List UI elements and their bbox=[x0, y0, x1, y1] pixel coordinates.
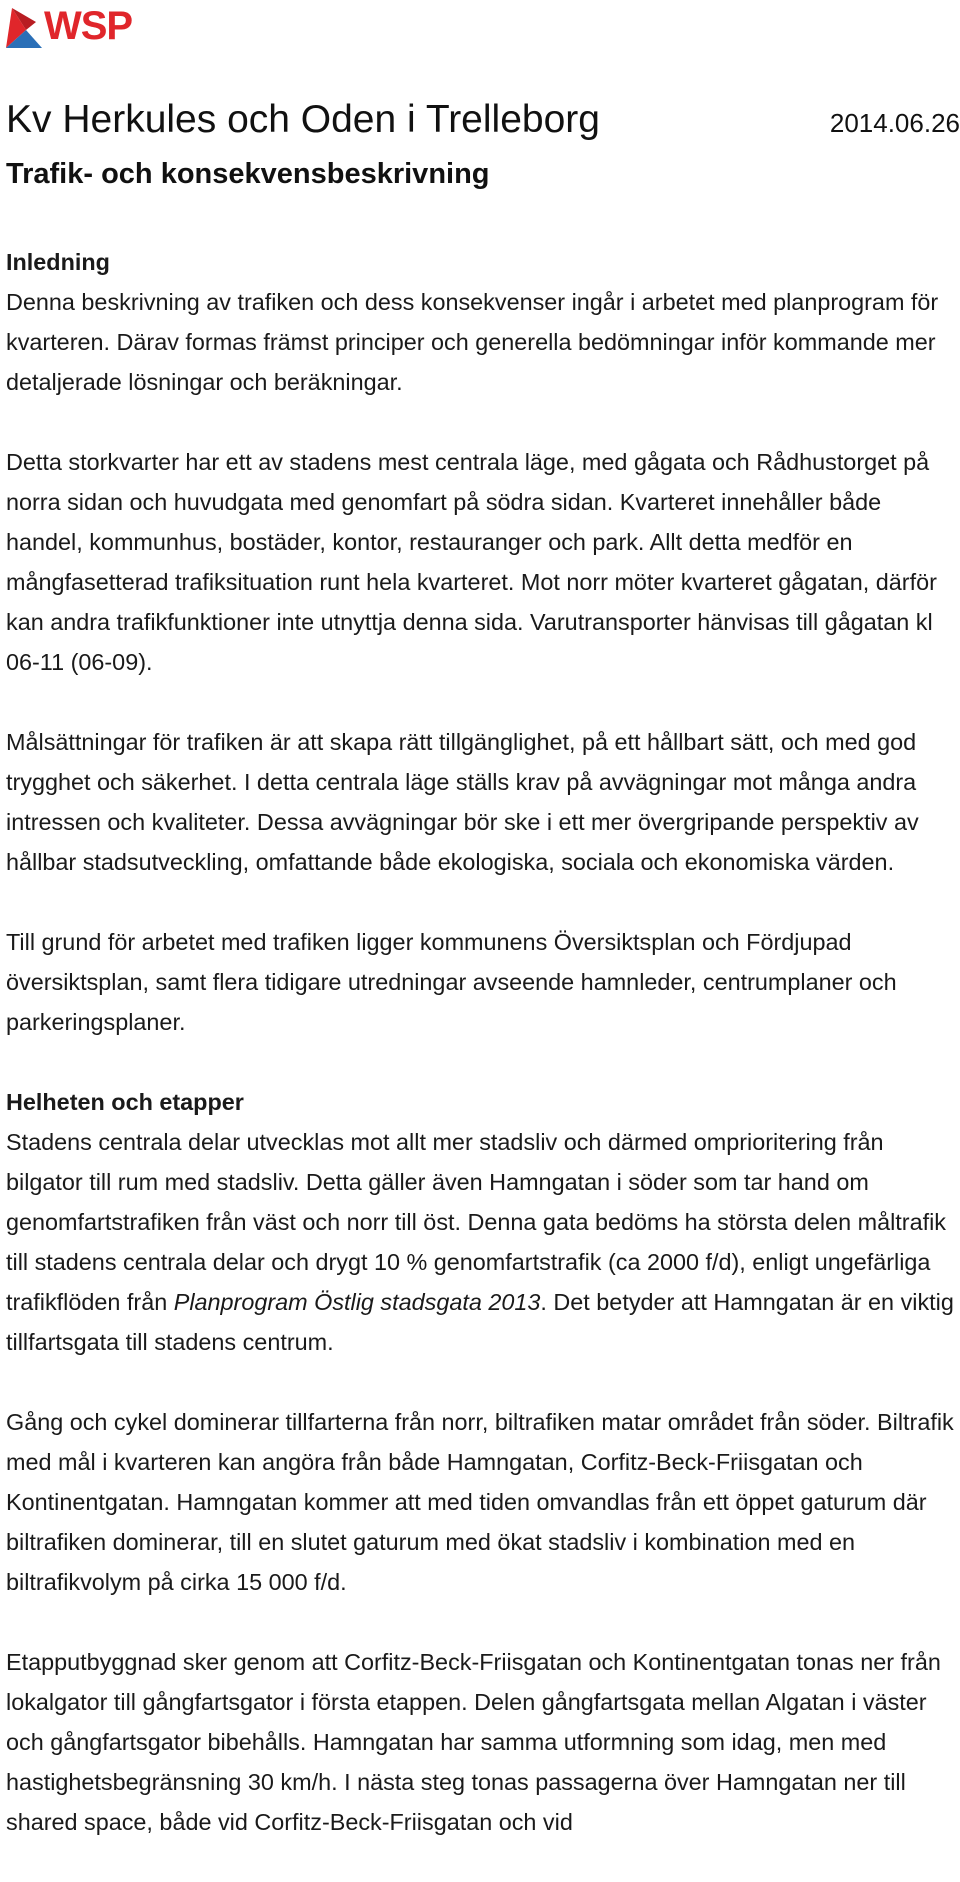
paragraph: Målsättningar för trafiken är att skapa rätt tillgänglighet, på ett hållbart sätt, och med god trygghet och säkerhet. I detta centrala läge ställs krav på avvägningar mot många andra intressen och kvaliteter. Dessa avvägningar bör ske i ett mer övergripande perspektiv av hållbar stadsutveckling, omfattande både ekologiska, sociala och ekonomiska värden. bbox=[6, 729, 919, 875]
document-body bbox=[6, 242, 956, 1882]
logo-text: WSP bbox=[44, 4, 133, 48]
paragraph: Etapputbyggnad sker genom att Corfitz-Beck-Friisgatan och Kontinentgatan tonas ner från lokalgator till gångfartsgator i första etappen. Delen gångfartsgata mellan Algatan i väster och gångfartsgator bibehålls. Hamngatan har samma utformning som idag, men med hastighetsbegränsning 30 km/h. I nästa steg tonas passagerna över Hamngatan ner till shared space, både vid Corfitz-Beck-Friisgatan och vid bbox=[6, 1649, 941, 1835]
wsp-logo bbox=[6, 2, 132, 50]
document-reference: Planprogram Östlig stadsgata 2013 bbox=[173, 1289, 541, 1315]
section-heading-whole: Helheten och etapper bbox=[6, 1089, 244, 1115]
document-date: 2014.06.26 bbox=[829, 108, 960, 138]
document-title: Kv Herkules och Oden i Trelleborg bbox=[6, 98, 600, 141]
paragraph-text: Stadens centrala delar utvecklas mot allt mer stadsliv och därmed omprioritering från bilgator till rum med stadsliv. Detta gäller även Hamngatan i söder som tar hand om genomfartstrafiken från väst och norr till öst. Denna gata bedöms ha största delen måltrafik till stadens centrala delar och drygt 10 % genomfartstrafik (ca 2000 f/d), enligt ungefärliga trafikflöden från bbox=[6, 1129, 946, 1315]
paragraph: Till grund för arbetet med trafiken ligger kommunens Översiktsplan och Fördjupad översiktsplan, samt flera tidigare utredningar avseende hamnleder, centrumplaner och parkeringsplaner. bbox=[6, 929, 897, 1035]
paragraph-text: . Det betyder att Hamngatan är en viktig tillfartsgata till stadens centrum. bbox=[6, 1289, 954, 1355]
paragraph: Gång och cykel dominerar tillfarterna från norr, biltrafiken matar området från söder. Biltrafik med mål i kvarteren kan angöra från både Hamngatan, Corfitz-Beck-Friisgatan och Kontinentgatan. Hamngatan kommer att med tiden omvandlas från ett öppet gaturum där biltrafiken dominerar, till en slutet gaturum med ökat stadsliv i kombination med en biltrafikvolym på cirka 15 000 f/d. bbox=[6, 1409, 954, 1595]
document-subtitle: Trafik- och konsekvensbeskrivning bbox=[6, 158, 490, 190]
wsp-logo-mark-icon bbox=[6, 4, 42, 48]
paragraph: Detta storkvarter har ett av stadens mest centrala läge, med gågata och Rådhustorget på norra sidan och huvudgata med genomfart på södra sidan. Kvarteret innehåller både handel, kommunhus, bostäder, kontor, restauranger och park. Allt detta medför en mångfasetterad trafiksituation runt hela kvarteret. Mot norr möter kvarteret gågatan, därför kan andra trafikfunktioner inte utnyttja denna sida. Varutransporter hänvisas till gågatan kl 06-11 (06-09). bbox=[6, 449, 937, 675]
paragraph: Denna beskrivning av trafiken och dess konsekvenser ingår i arbetet med planprogram för kvarteren. Därav formas främst principer och generella bedömningar inför kommande mer detaljerade lösningar och beräkningar. bbox=[6, 289, 939, 395]
section-heading-intro: Inledning bbox=[6, 249, 110, 275]
paragraph bbox=[6, 1122, 956, 1362]
